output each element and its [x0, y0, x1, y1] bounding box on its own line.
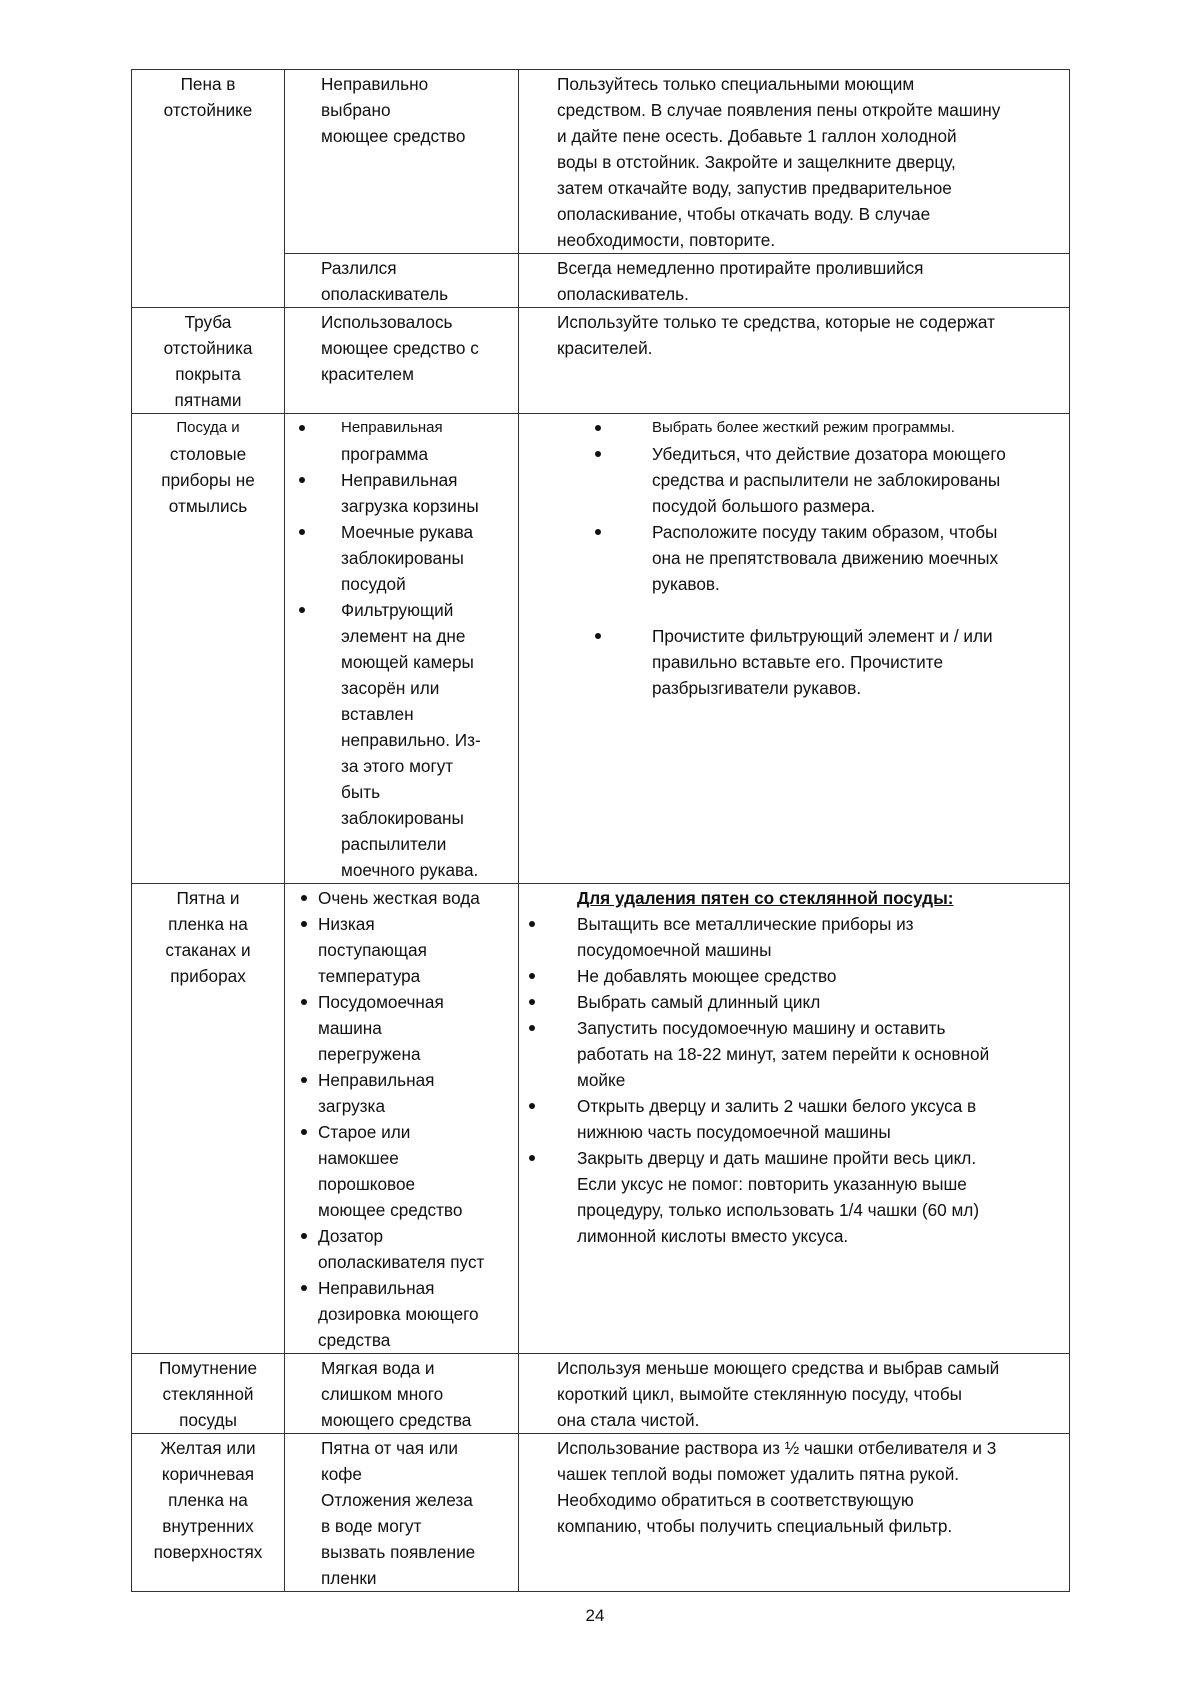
- solution-line: она стала чистой.: [557, 1410, 700, 1430]
- list-item: [285, 989, 514, 1067]
- bullet-icon: [529, 1103, 535, 1109]
- cause-line: заблокированы: [341, 548, 464, 568]
- bullet-icon: [301, 1285, 307, 1291]
- cause-line: Дозатор: [318, 1226, 384, 1246]
- solution-line: Пользуйтесь только специальными моющим: [557, 74, 915, 94]
- problem-line: столовые: [169, 444, 247, 464]
- problem-line: пятнами: [174, 390, 242, 410]
- cause-list: [285, 885, 514, 1353]
- cause-line: моющее средство с: [321, 338, 479, 358]
- solution-line: Необходимо обратиться в соответствующую: [557, 1490, 914, 1510]
- solution-line: чашек теплой воды поможет удалить пятна рукой.: [557, 1464, 960, 1484]
- cause-line: слишком много: [321, 1384, 444, 1404]
- table-row: [132, 254, 1070, 308]
- list-item: [285, 1275, 514, 1353]
- solution-line: Открыть дверцу и залить 2 чашки белого уксуса в: [577, 1096, 977, 1116]
- bullet-icon: [299, 529, 305, 535]
- list-item: [519, 1093, 1063, 1145]
- list-item: [519, 1145, 1063, 1249]
- table-row: [132, 884, 1070, 1354]
- solution-line: Выбрать самый длинный цикл: [577, 992, 821, 1012]
- bullet-icon: [301, 1233, 307, 1239]
- solution-line: Прочистите фильтрующий элемент и / или: [652, 626, 993, 646]
- cause-line: посудой: [341, 574, 406, 594]
- solution-line: и дайте пене осесть. Добавьте 1 галлон холодной: [557, 126, 957, 146]
- bullet-icon: [301, 999, 307, 1005]
- cause-line: моечного рукава.: [341, 860, 479, 880]
- solution-cell: [519, 70, 1070, 254]
- list-item: [285, 467, 514, 519]
- cause-line: Использовалось: [321, 312, 453, 332]
- cause-line: Пятна от чая или: [321, 1438, 459, 1458]
- bullet-icon: [529, 1155, 535, 1161]
- cause-line: вызвать появление: [321, 1542, 476, 1562]
- cause-line: загрузка: [318, 1096, 386, 1116]
- list-item: [519, 1015, 1063, 1093]
- solution-line: затем откачайте воду, запустив предварительное: [557, 178, 952, 198]
- table-row: [132, 414, 1070, 884]
- problem-line: пленка на: [168, 914, 248, 934]
- table-row: [132, 1434, 1070, 1592]
- solution-heading: Для удаления пятен со стеклянной посуды:: [577, 888, 954, 908]
- cause-line: программа: [341, 444, 429, 464]
- solution-line: посудой большого размера.: [652, 496, 876, 516]
- problem-line: отстойника: [163, 338, 253, 358]
- solution-line: Не добавлять моющее средство: [577, 966, 837, 986]
- cause-line: Низкая: [318, 914, 375, 934]
- list-item: [285, 911, 514, 989]
- cause-line: кофе: [321, 1464, 362, 1484]
- solution-line: Если уксус не помог: повторить указанную выше: [577, 1174, 967, 1194]
- cause-list: [285, 415, 514, 883]
- cause-line: моющей камеры: [341, 652, 474, 672]
- problem-line: посуды: [179, 1410, 237, 1430]
- solution-cell: [519, 308, 1070, 414]
- list-item: [519, 415, 1063, 441]
- bullet-icon: [529, 1025, 535, 1031]
- cause-line: ополаскивателя пуст: [318, 1252, 485, 1272]
- cause-line: Неправильная: [318, 1070, 435, 1090]
- bullet-icon: [299, 607, 305, 613]
- cause-line: красителем: [321, 364, 414, 384]
- solution-line: Закрыть дверцу и дать машине пройти весь цикл.: [577, 1148, 977, 1168]
- cause-line: загрузка корзины: [341, 496, 479, 516]
- table-row: [132, 308, 1070, 414]
- cause-line: Посудомоечная: [318, 992, 444, 1012]
- solution-cell: [519, 254, 1070, 308]
- cause-line: Фильтрующий: [341, 600, 454, 620]
- problem-cell: [132, 884, 285, 1354]
- cause-line: засорён или: [341, 678, 440, 698]
- problem-line: коричневая: [161, 1464, 255, 1484]
- troubleshooting-table: [131, 69, 1070, 1592]
- list-item: [519, 623, 1063, 701]
- bullet-icon: [529, 921, 535, 927]
- cause-cell: [285, 1434, 519, 1592]
- bullet-icon: [595, 529, 601, 535]
- bullet-icon: [301, 895, 307, 901]
- cause-cell: [285, 414, 519, 884]
- list-item: [285, 1119, 514, 1223]
- solution-cell: [519, 1434, 1070, 1592]
- solution-line: процедуру, только использовать 1/4 чашки (60 мл): [577, 1200, 980, 1220]
- solution-line: лимонной кислоты вместо уксуса.: [577, 1226, 849, 1246]
- solution-line: нижнюю часть посудомоечной машины: [577, 1122, 891, 1142]
- problem-line: стаканах и: [165, 940, 251, 960]
- solution-line: Используя меньше моющего средства и выбрав самый: [557, 1358, 1000, 1378]
- cause-line: Отложения железа: [321, 1490, 473, 1510]
- cause-line: пленки: [321, 1568, 377, 1588]
- problem-line: внутренних: [162, 1516, 254, 1536]
- bullet-icon: [529, 973, 535, 979]
- cause-line: за этого могут: [341, 756, 454, 776]
- cause-line: Мягкая вода и: [321, 1358, 435, 1378]
- cause-line: в воде могут: [321, 1516, 422, 1536]
- solution-line: Вытащить все металлические приборы из: [577, 914, 914, 934]
- cause-line: Неправильная: [341, 470, 458, 490]
- bullet-icon: [301, 1129, 307, 1135]
- solution-line: разбрызгиватели рукавов.: [652, 678, 862, 698]
- cause-line: поступающая: [318, 940, 427, 960]
- list-item: [285, 1067, 514, 1119]
- solution-line: Убедиться, что действие дозатора моющего: [652, 444, 1006, 464]
- problem-line: Посуда и: [176, 419, 240, 436]
- problem-cell: [132, 414, 285, 884]
- table-row: [132, 1354, 1070, 1434]
- solution-line: необходимости, повторите.: [557, 230, 776, 250]
- cause-line: машина: [318, 1018, 382, 1038]
- problem-line: Помутнение: [158, 1358, 258, 1378]
- solution-line: Используйте только те средства, которые не содержат: [557, 312, 995, 332]
- problem-cell: [132, 308, 285, 414]
- problem-line: Желтая или: [160, 1438, 256, 1458]
- cause-line: Неправильно: [321, 74, 429, 94]
- solution-line: работать на 18-22 минут, затем перейти к основной: [577, 1044, 990, 1064]
- problem-cell: [132, 70, 285, 254]
- cause-line: выбрано: [321, 100, 391, 120]
- cause-cell: [285, 70, 519, 254]
- solution-line: воды в отстойник. Закройте и защелкните дверцу,: [557, 152, 956, 172]
- bullet-icon: [529, 999, 535, 1005]
- problem-line: Пятна и: [176, 888, 240, 908]
- solution-line: рукавов.: [652, 574, 720, 594]
- problem-line: стеклянной: [162, 1384, 254, 1404]
- cause-cell: [285, 254, 519, 308]
- solution-line: она не препятствовала движению моечных: [652, 548, 999, 568]
- solution-cell: [519, 884, 1070, 1354]
- bullet-icon: [301, 921, 307, 927]
- cause-line: быть: [341, 782, 381, 802]
- solution-line: Расположите посуду таким образом, чтобы: [652, 522, 998, 542]
- problem-cell: [132, 1354, 285, 1434]
- cause-line: Моечные рукава: [341, 522, 474, 542]
- list-item: [519, 441, 1063, 519]
- cause-line: элемент на дне: [341, 626, 466, 646]
- bullet-icon: [301, 1077, 307, 1083]
- solution-list: [519, 911, 1063, 1249]
- cause-line: намокшее: [318, 1148, 399, 1168]
- bullet-icon: [595, 633, 601, 639]
- cause-line: Неправильная: [318, 1278, 435, 1298]
- bullet-icon: [595, 425, 601, 431]
- list-item: [285, 885, 514, 911]
- cause-line: Неправильная: [341, 419, 443, 436]
- page-number: 24: [585, 1606, 605, 1625]
- cause-line: Старое или: [318, 1122, 411, 1142]
- cause-line: порошковое: [318, 1174, 416, 1194]
- solution-cell: [519, 1354, 1070, 1434]
- cause-line: вставлен: [341, 704, 414, 724]
- list-item: [285, 415, 514, 467]
- list-item: [519, 519, 1063, 597]
- problem-line: пленка на: [168, 1490, 248, 1510]
- solution-cell: [519, 414, 1070, 884]
- cause-line: распылители: [341, 834, 447, 854]
- solution-line: короткий цикл, вымойте стеклянную посуду, чтобы: [557, 1384, 963, 1404]
- problem-line: покрыта: [175, 364, 241, 384]
- solution-list: [519, 415, 1063, 701]
- solution-line: мойке: [577, 1070, 626, 1090]
- problem-cell: [132, 1434, 285, 1592]
- cause-line: Очень жесткая вода: [318, 888, 480, 908]
- problem-line: отстойнике: [163, 100, 253, 120]
- cause-line: неправильно. Из-: [341, 730, 481, 750]
- cause-line: температура: [318, 966, 421, 986]
- cause-line: моющее средство: [318, 1200, 463, 1220]
- cause-line: ополаскиватель: [321, 284, 449, 304]
- cause-cell: [285, 884, 519, 1354]
- cause-line: моющего средства: [321, 1410, 472, 1430]
- cause-line: Разлился: [321, 258, 397, 278]
- list-item: [519, 989, 1063, 1015]
- list-item: [519, 911, 1063, 963]
- cause-line: средства: [318, 1330, 391, 1350]
- solution-line: Всегда немедленно протирайте пролившийся: [557, 258, 924, 278]
- solution-line: компанию, чтобы получить специальный фильтр.: [557, 1516, 953, 1536]
- problem-line: приборах: [170, 966, 246, 986]
- solution-line: ополаскивание, чтобы откачать воду. В случае: [557, 204, 931, 224]
- cause-line: заблокированы: [341, 808, 464, 828]
- solution-line: средством. В случае появления пены откройте машину: [557, 100, 1001, 120]
- list-item: [285, 1223, 514, 1275]
- table-row: [132, 70, 1070, 254]
- cause-line: дозировка моющего: [318, 1304, 479, 1324]
- cause-cell: [285, 308, 519, 414]
- cause-line: моющее средство: [321, 126, 466, 146]
- list-item: [285, 519, 514, 597]
- cause-line: перегружена: [318, 1044, 421, 1064]
- solution-line: красителей.: [557, 338, 653, 358]
- problem-line: Труба: [184, 312, 232, 332]
- list-item: [519, 963, 1063, 989]
- cause-cell: [285, 1354, 519, 1434]
- problem-line: отмылись: [168, 496, 248, 516]
- solution-line: Выбрать более жесткий режим программы.: [652, 419, 955, 436]
- solution-line: Запустить посудомоечную машину и оставить: [577, 1018, 946, 1038]
- bullet-icon: [595, 451, 601, 457]
- solution-line: посудомоечной машины: [577, 940, 772, 960]
- bullet-icon: [299, 425, 305, 431]
- problem-line: приборы не: [161, 470, 255, 490]
- solution-line: правильно вставьте его. Прочистите: [652, 652, 944, 672]
- bullet-icon: [299, 477, 305, 483]
- solution-line: Использование раствора из ½ чашки отбеливателя и 3: [557, 1438, 997, 1458]
- solution-line: средства и распылители не заблокированы: [652, 470, 1001, 490]
- problem-cell-continued: [132, 254, 285, 308]
- problem-line: Пена в: [180, 74, 236, 94]
- solution-line: ополаскиватель.: [557, 284, 689, 304]
- problem-line: поверхностях: [153, 1542, 263, 1562]
- list-item: [285, 597, 514, 883]
